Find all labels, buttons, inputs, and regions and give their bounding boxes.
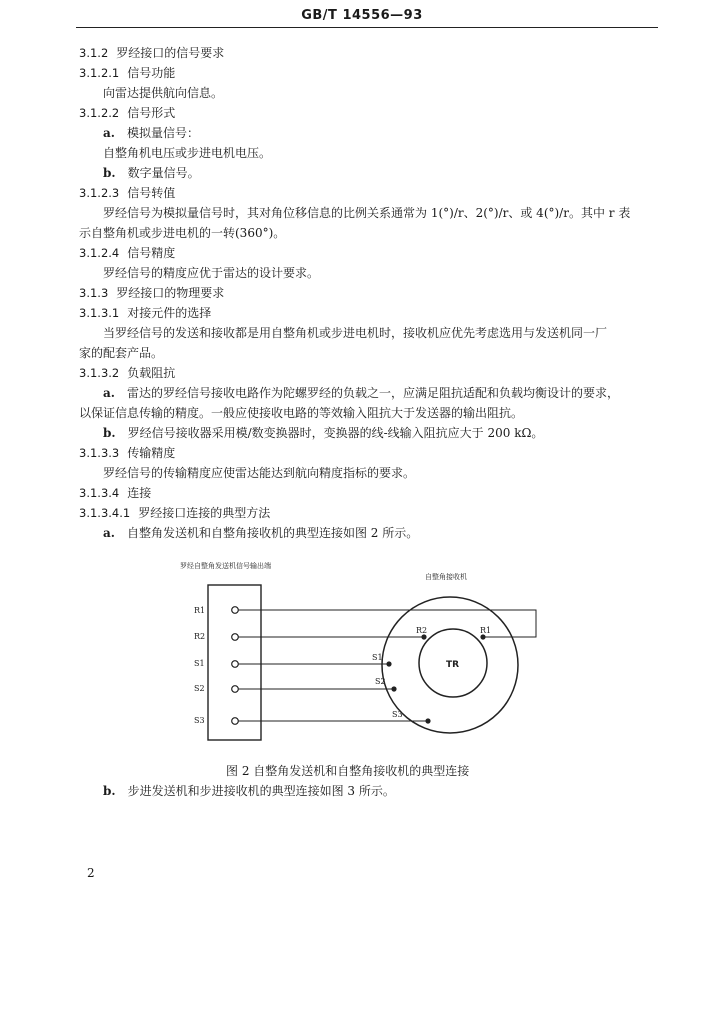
section-number: 3.1.3.3 bbox=[79, 446, 120, 460]
section-number: 3.1.3 bbox=[79, 286, 109, 300]
list-text: 罗经信号接收器采用模/数变换器时，变换器的线-线输入阻抗应大于 200 kΩ。 bbox=[127, 426, 544, 440]
node-s3 bbox=[425, 718, 430, 723]
list-key: a. bbox=[103, 126, 115, 140]
list-key: b. bbox=[103, 166, 116, 180]
list-key: a. bbox=[103, 386, 115, 400]
receiver-label-s3: S3 bbox=[392, 710, 403, 719]
paragraph: 自整角机电压或步进电机电压。 bbox=[103, 146, 272, 160]
list-item-b bbox=[103, 425, 543, 441]
section-number: 3.1.3.4.1 bbox=[79, 506, 131, 520]
paragraph: 示自整角机或步进电机的一转(360°)。 bbox=[79, 226, 286, 240]
receiver-label: 自整角接收机 bbox=[425, 573, 467, 581]
section-3-1-3-2 bbox=[79, 365, 175, 381]
list-item-b bbox=[103, 165, 200, 181]
node-r2 bbox=[421, 634, 426, 639]
paragraph: 罗经信号的传输精度应使雷达能达到航向精度指标的要求。 bbox=[103, 466, 416, 480]
section-title: 负载阻抗 bbox=[127, 366, 176, 380]
terminal-label-r2: R2 bbox=[194, 632, 206, 641]
paragraph: 罗经信号的精度应优于雷达的设计要求。 bbox=[103, 266, 320, 280]
page-number: 2 bbox=[87, 866, 95, 880]
section-number: 3.1.3.1 bbox=[79, 306, 120, 320]
terminal-s3 bbox=[232, 718, 239, 725]
list-text: 模拟量信号： bbox=[126, 126, 199, 140]
section-title: 罗经接口连接的典型方法 bbox=[138, 506, 271, 520]
figure-caption: 图 2 自整角发送机和自整角接收机的典型连接 bbox=[226, 764, 470, 778]
section-number: 3.1.3.4 bbox=[79, 486, 120, 500]
node-r1 bbox=[480, 634, 485, 639]
section-3-1-3-3 bbox=[79, 445, 175, 461]
section-3-1-2-1 bbox=[79, 65, 175, 81]
receiver-label-r2: R2 bbox=[416, 626, 428, 635]
terminal-s2 bbox=[232, 686, 239, 693]
terminal-label-s1: S1 bbox=[194, 659, 205, 668]
section-3-1-2 bbox=[79, 45, 224, 61]
section-number: 3.1.2.1 bbox=[79, 66, 120, 80]
section-3-1-2-2 bbox=[79, 105, 175, 121]
section-number: 3.1.2.3 bbox=[79, 186, 120, 200]
list-text: 数字量信号。 bbox=[127, 166, 200, 180]
paragraph: 当罗经信号的发送和接收都是用自整角机或步进电机时，接收机应优先考虑选用与发送机同一厂 bbox=[103, 326, 608, 340]
section-number: 3.1.2.2 bbox=[79, 106, 120, 120]
page-header: GB/T 14556—93 bbox=[301, 8, 423, 23]
terminal-label-s2: S2 bbox=[194, 684, 205, 693]
terminal-label-s3: S3 bbox=[194, 716, 205, 725]
section-3-1-2-4 bbox=[79, 245, 175, 261]
transmitter-label: 罗经自整角发送机信号输出端 bbox=[180, 562, 271, 570]
list-key: b. bbox=[103, 426, 116, 440]
paragraph: 向雷达提供航向信息。 bbox=[103, 86, 224, 100]
section-number: 3.1.2.4 bbox=[79, 246, 120, 260]
list-item-a bbox=[103, 525, 418, 541]
receiver-label-s2: S2 bbox=[375, 677, 386, 686]
section-3-1-3-1 bbox=[79, 305, 211, 321]
section-title: 对接元件的选择 bbox=[127, 306, 212, 320]
section-title: 信号形式 bbox=[127, 106, 176, 120]
section-title: 连接 bbox=[127, 486, 152, 500]
list-text: 步进发送机和步进接收机的典型连接如图 3 所示。 bbox=[127, 784, 395, 798]
section-3-1-2-3 bbox=[79, 185, 175, 201]
section-3-1-3-4 bbox=[79, 485, 151, 501]
paragraph: 以保证信息传输的精度。一般应使接收电路的等效输入阻抗大于发送器的输出阻抗。 bbox=[79, 406, 524, 420]
node-s1 bbox=[386, 661, 391, 666]
section-number: 3.1.2 bbox=[79, 46, 109, 60]
list-key: a. bbox=[103, 526, 115, 540]
list-item-a bbox=[103, 385, 619, 401]
node-s2 bbox=[391, 686, 396, 691]
list-key: b. bbox=[103, 784, 116, 798]
section-title: 罗经接口的物理要求 bbox=[116, 286, 225, 300]
section-title: 传输精度 bbox=[127, 446, 176, 460]
figure-2 bbox=[170, 555, 560, 745]
section-title: 信号精度 bbox=[127, 246, 176, 260]
connection-diagram bbox=[170, 555, 560, 745]
paragraph: 家的配套产品。 bbox=[79, 346, 164, 360]
list-text: 雷达的罗经信号接收电路作为陀螺罗经的负载之一，应满足阻抗适配和负载均衡设计的要求， bbox=[126, 386, 619, 400]
list-item-a bbox=[103, 125, 199, 141]
rotor-label: TR bbox=[446, 660, 460, 670]
terminal-r1 bbox=[232, 607, 239, 614]
section-3-1-3-4-1 bbox=[79, 505, 270, 521]
section-title: 罗经接口的信号要求 bbox=[116, 46, 225, 60]
section-title: 信号转值 bbox=[127, 186, 176, 200]
receiver-label-s1: S1 bbox=[372, 653, 383, 662]
wire-r1 bbox=[238, 610, 536, 637]
list-item-b bbox=[103, 783, 395, 799]
terminal-s1 bbox=[232, 661, 239, 668]
section-3-1-3 bbox=[79, 285, 224, 301]
section-title: 信号功能 bbox=[127, 66, 176, 80]
receiver-label-r1: R1 bbox=[480, 626, 492, 635]
paragraph: 罗经信号为模拟量信号时，其对角位移信息的比例关系通常为 1(°)/r、2(°)/r、或 4(°)/r。其中 r 表 bbox=[103, 206, 631, 220]
terminal-label-r1: R1 bbox=[194, 606, 206, 615]
terminal-r2 bbox=[232, 634, 239, 641]
list-text: 自整角发送机和自整角接收机的典型连接如图 2 所示。 bbox=[126, 526, 419, 540]
section-number: 3.1.3.2 bbox=[79, 366, 120, 380]
